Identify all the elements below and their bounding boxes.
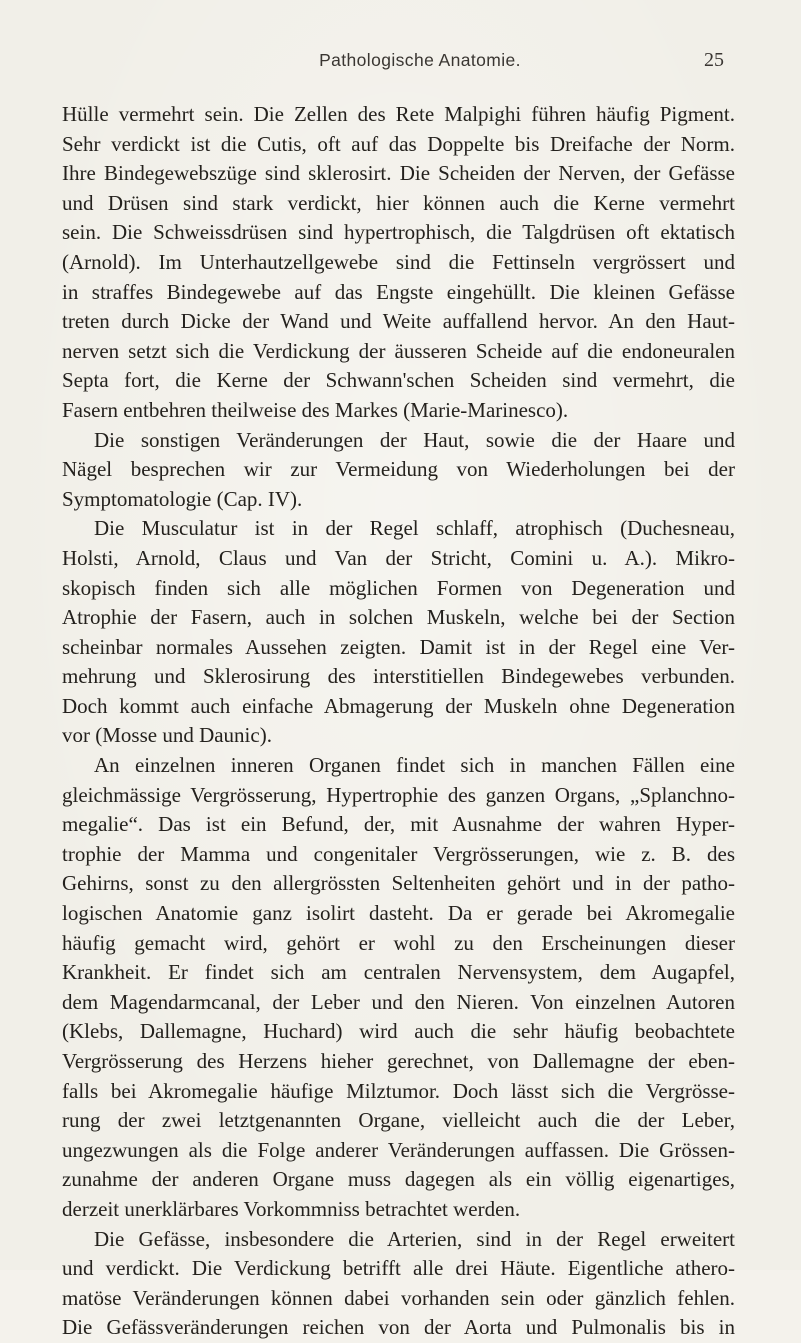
text-line: mehrung und Sklerosirung des interstitiellen Bindegewebes verbunden.	[62, 664, 735, 689]
text-line: nerven setzt sich die Verdickung der äusseren Scheide auf die endoneuralen	[62, 338, 735, 363]
text-line: Sehr verdickt ist die Cutis, oft auf das Doppelte bis Dreifache der Norm.	[62, 131, 735, 156]
text-line: ungezwungen als die Folge anderer Veränderungen auffassen. Die Grössen-	[62, 1137, 735, 1162]
text-line: (Klebs, Dallemagne, Huchard) wird auch die sehr häufig beobachtete	[62, 1019, 735, 1044]
text-line: Krankheit. Er findet sich am centralen Nervensystem, dem Augapfel,	[62, 960, 735, 985]
text-line: Doch kommt auch einfache Abmagerung der Muskeln ohne Degeneration	[62, 693, 735, 718]
text-line: Fasern entbehren theilweise des Markes (Marie-Marinesco).	[62, 397, 569, 422]
page-number: 25	[704, 49, 724, 71]
text-line: megalie“. Das ist ein Befund, der, mit Ausnahme der wahren Hyper-	[62, 812, 735, 837]
text-line: derzeit unerklärbares Vorkommniss betrachtet werden.	[62, 1196, 521, 1221]
paragraph-start-line: Die Musculatur ist in der Regel schlaff, atrophisch (Duchesneau,	[94, 516, 735, 541]
text-line: gleichmässige Vergrösserung, Hypertrophie des ganzen Organs, „Splanchno-	[62, 782, 735, 807]
text-line: sein. Die Schweissdrüsen sind hypertrophisch, die Talgdrüsen oft ektatisch	[62, 220, 735, 245]
text-line: Hülle vermehrt sein. Die Zellen des Rete Malpighi führen häufig Pigment.	[62, 102, 735, 126]
paragraph-start-line: Die sonstigen Veränderungen der Haut, sowie die der Haare und	[94, 427, 735, 452]
text-line: in straffes Bindegewebe auf das Engste eingehüllt. Die kleinen Gefässe	[62, 279, 735, 304]
running-title: Pathologische Anatomie.	[319, 50, 521, 70]
paragraph-start-line: An einzelnen inneren Organen findet sich in manchen Fällen eine	[94, 753, 735, 778]
text-line: scheinbar normales Aussehen zeigten. Damit ist in der Regel eine Ver-	[62, 634, 735, 659]
running-header	[0, 50, 801, 80]
text-line: treten durch Dicke der Wand und Weite auffallend hervor. An den Haut-	[62, 309, 735, 334]
text-line: Ihre Bindegewebszüge sind sklerosirt. Die Scheiden der Nerven, der Gefässe	[62, 161, 735, 186]
text-line: Vergrösserung des Herzens hieher gerechnet, von Dallemagne der eben-	[62, 1049, 735, 1073]
text-line: Atrophie der Fasern, auch in solchen Muskeln, welche bei der Section	[62, 605, 735, 630]
body-text	[62, 100, 735, 1343]
text-line: dem Magendarmcanal, der Leber und den Nieren. Von einzelnen Autoren	[62, 989, 735, 1014]
text-line: Septa fort, die Kerne der Schwann'schen Scheiden sind vermehrt, die	[62, 368, 735, 393]
text-line: matöse Veränderungen können dabei vorhanden sein oder gänzlich fehlen.	[62, 1285, 735, 1310]
text-line: Holsti, Arnold, Claus und Van der Stricht, Comini u. A.). Mikro-	[62, 545, 735, 570]
text-line: falls bei Akromegalie häufige Milztumor. Doch lässt sich die Vergrösse-	[62, 1078, 735, 1103]
text-line: rung der zwei letztgenannten Organe, vielleicht auch die der Leber,	[62, 1108, 735, 1133]
paragraph-start-line: Die Gefässe, insbesondere die Arterien, sind in der Regel erweitert	[94, 1226, 735, 1251]
text-line: Symptomatologie (Cap. IV).	[62, 486, 303, 511]
text-line: zunahme der anderen Organe muss dagegen als ein völlig eigenartiges,	[62, 1167, 735, 1192]
text-line: vor (Mosse und Daunic).	[62, 723, 272, 748]
text-line: und Drüsen sind stark verdickt, hier können auch die Kerne vermehrt	[62, 190, 735, 215]
text-line: logischen Anatomie ganz isolirt dasteht. Da er gerade bei Akromegalie	[62, 901, 735, 926]
text-line: Nägel besprechen wir zur Vermeidung von Wiederholungen bei der	[62, 457, 735, 482]
text-line: Gehirns, sonst zu den allergrössten Seltenheiten gehört und in der patho-	[62, 871, 735, 896]
text-line: trophie der Mamma und congenitaler Vergrösserungen, wie z. B. des	[62, 841, 735, 866]
text-line: Die Gefässveränderungen reichen von der Aorta und Pulmonalis bis in	[62, 1315, 735, 1340]
text-line: skopisch finden sich alle möglichen Formen von Degeneration und	[62, 575, 735, 600]
text-line: häufig gemacht wird, gehört er wohl zu den Erscheinungen dieser	[62, 930, 735, 955]
text-line: und verdickt. Die Verdickung betrifft alle drei Häute. Eigentliche athero-	[62, 1256, 735, 1281]
text-line: (Arnold). Im Unterhautzellgewebe sind die Fettinseln vergrössert und	[62, 249, 735, 274]
